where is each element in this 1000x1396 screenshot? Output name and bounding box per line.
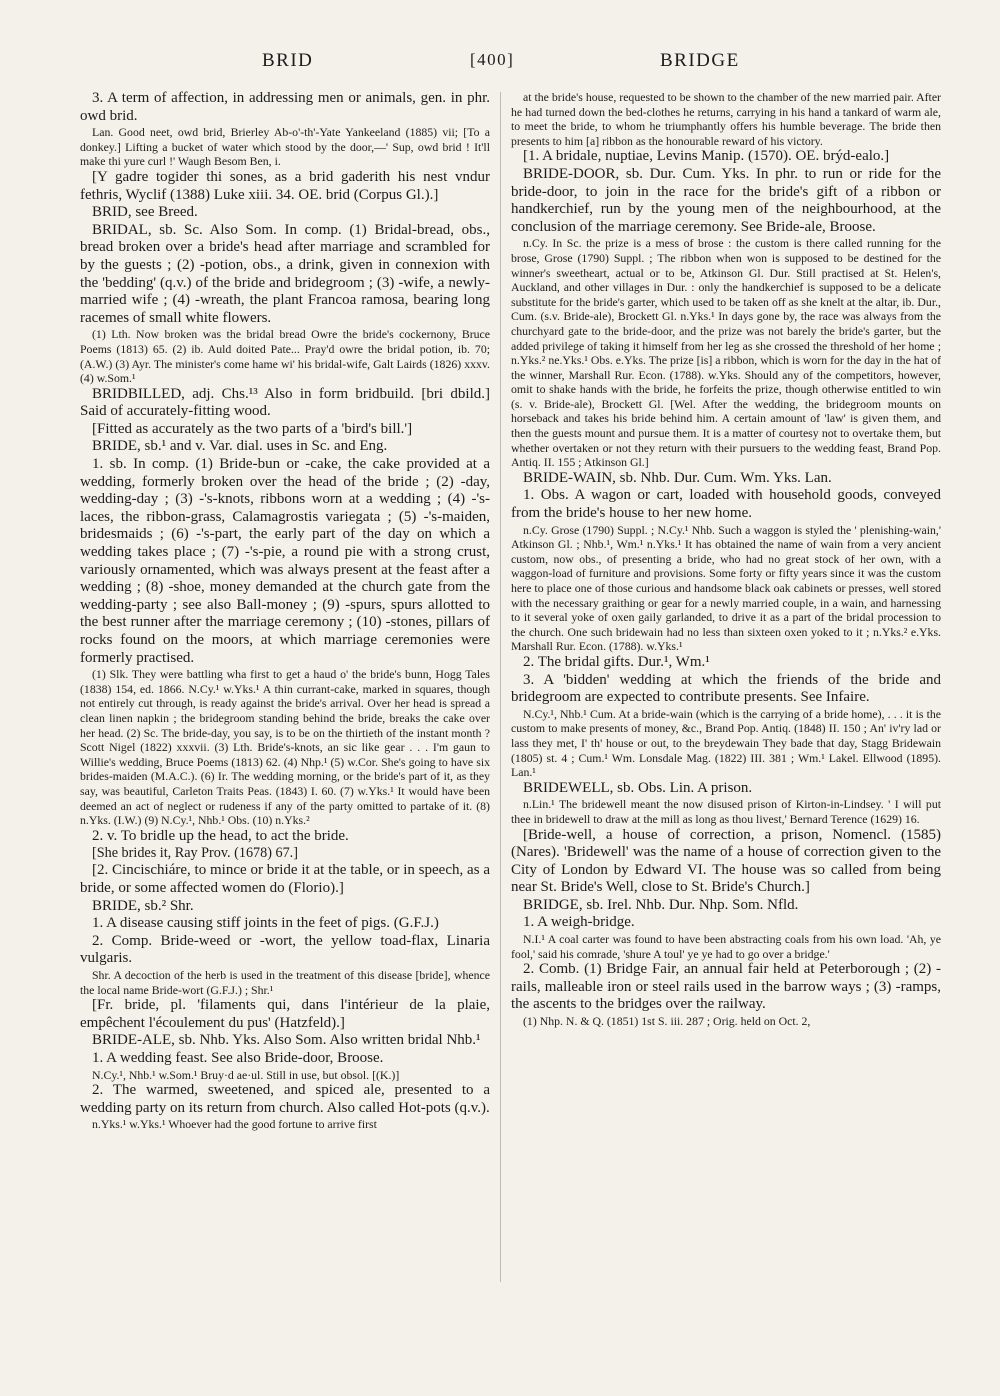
entry-paragraph: BRIDE, sb.² Shr. (92, 897, 194, 914)
entry-paragraph: 2. Comb. (1) Bridge Fair, an annual fair held at Peterborough ; (2) -rails, malleable iron or steel rails used in the barrow ways ; (3) -ramps, the ascents to the bridges over the railway. (511, 961, 941, 1013)
entry-paragraph: 1. A weigh-bridge. (523, 914, 635, 931)
entry-paragraph: BRID, see Breed. (92, 204, 198, 221)
entry-paragraph: 3. A term of affection, in addressing men or animals, gen. in phr. owd brid. (80, 90, 490, 124)
citation-paragraph: n.Cy. Grose (1790) Suppl. ; N.Cy.¹ Nhb. Such a waggon is styled the ' plenishing-wain,' Atkinson Gl. ; Nhb.¹, Wm.¹ n.Yks.¹ It has obtained the name of wain from a very ancient custom, now obs., of presenting a bride, who had no great stock of her own, with a waggon-load of furniture and provisions. Some forty or fifty years since it was the custom here to place one of those curious and handsome black oak cabinets or presses, well stored with the necessary graithing or gear for a newly married couple, in a wain, and harnessing to it several yoke of oxen gaily garlanded, to drive it as a part of the bridal procession to the church. One such bridewain had no less than sixteen oxen yoked to it ; n.Yks.² e.Yks. Marshall Rur. Econ. (1788). w.Yks.¹ (511, 522, 941, 654)
citation-paragraph: (1) Lth. Now broken was the bridal bread Owre the bride's cockernony, Bruce Poems (1813) 65. (2) ib. Auld doited Pate... Pray'd owre the bridal potion, ib. 70; (A.W.) (3) Ayr. The minister's come hame wi' his bridal-wife, Galt Lairds (1826) xxxv. (4) w.Som.¹ (80, 327, 490, 386)
entry-paragraph: 1. Obs. A wagon or cart, loaded with household goods, conveyed from the bride's house to her new home. (511, 487, 941, 522)
entry-paragraph: BRIDE-ALE, sb. Nhb. Yks. Also Som. Also written bridal Nhb.¹ (92, 1032, 481, 1049)
citation-paragraph: Shr. A decoction of the herb is used in the treatment of this disease [bride], whence the local name Bride-wort (G.F.J.) ; Shr.¹ (80, 967, 490, 997)
citation-paragraph: N.I.¹ A coal carter was found to have been abstracting coals from his own load. 'Ah, ye fool,' said his comrade, 'shure A toul' ye ye had to go over a bridge.' (511, 932, 941, 961)
entry-paragraph: 3. A 'bidden' wedding at which the friends of the bride and bridegroom are expected to contribute presents. See Infaire. (511, 671, 941, 706)
entry-paragraph: [1. A bridale, nuptiae, Levins Manip. (1570). OE. brýd-ealo.] (523, 148, 890, 165)
entry-paragraph: BRIDAL, sb. Sc. Also Som. In comp. (1) Bridal-bread, obs., bread broken over a bride's head after marriage and scrambled for by the guests ; (2) -potion, obs., a drink, given in connexion with the 'bedding' (q.v.) of the bride and bridegroom ; (3) -wife, a newly-married wife ; (4) -wreath, the plant Francoa ramosa, bearing long racemes of small white flowers. (80, 221, 490, 326)
entry-paragraph: 1. A wedding feast. See also Bride-door, Broose. (92, 1049, 384, 1066)
entry-paragraph: BRIDGE, sb. Irel. Nhb. Dur. Nhp. Som. Nfld. (523, 896, 799, 913)
entry-paragraph: [Fitted as accurately as the two parts of a 'bird's bill.'] (92, 420, 413, 437)
entry-paragraph: BRIDE-DOOR, sb. Dur. Cum. Yks. In phr. to run or ride for the bride-door, to join in the race for the bride's gift of a ribbon or handkerchief, run by the young men of the neighbourhood, at the conclusion of the marriage ceremony. See Bride-ale, Broose. (511, 165, 941, 235)
running-header (0, 50, 1000, 80)
citation-paragraph: (1) Nhp. N. & Q. (1851) 1st S. iii. 287 ; Orig. held on Oct. 2, (523, 1014, 811, 1029)
entry-paragraph: BRIDEWELL, sb. Obs. Lin. A prison. (523, 779, 753, 796)
entry-paragraph: [Bride-well, a house of correction, a prison, Nomencl. (1585) (Nares). 'Bridewell' was the name of a house of correction given to the City of London by Edward VI. The house was so called from being near St. Bride's Well, close to St. Bride's Church.] (511, 826, 941, 896)
citation-paragraph: Lan. Good neet, owd brid, Brierley Ab-o'-th'-Yate Yankeeland (1885) vii; [To a donkey.] Lifting a bucket of water which stood by the door,—' Sup, owd brid ! It'll make thi yure curl !' Waugh Besom Ben, i. (80, 125, 490, 169)
right-column (511, 90, 941, 1290)
citation-paragraph: n.Yks.¹ w.Yks.¹ Whoever had the good fortune to arrive first (92, 1117, 377, 1132)
entry-paragraph: BRIDBILLED, adj. Chs.¹³ Also in form bridbuild. [bri dbild.] Said of accurately-fitting wood. (80, 385, 490, 420)
header-right-word: BRIDGE (660, 50, 740, 71)
citation-paragraph: n.Cy. In Sc. the prize is a mess of brose : the custom is there called running for the brose, Grose (1790) Suppl. ; The ribbon when won is supposed to be destined for the winner's sweetheart, actual or to be, Atkinson Gl. Dur. Still practised at St. Helen's, Auckland, and other villages in Dur. : only the handkerchief is supposed to be a delicate substitute for the bride's garter, which used to be taken off as she knelt at the altar, ib. Dur., Cum. (s.v. Bride-ale), Brockett Gl. n.Yks.¹ In days gone by, the race was always from the churchyard gate to the bride-door, and the prize was not barely the bride's garter, but the added privilege of taking it himself from her leg as she crossed the threshold of her home ; n.Yks.² ne.Yks.¹ Obs. e.Yks. The prize [is] a ribbon, which is worn for the day in the hat of the winner, Marshall Rur. Econ. (1788). w.Yks. Should any of the competitors, however, omit to shake hands with the bride, he forfeits the prize, though otherwise entitled to win (s. v. Bride-ale), Brockett Gl. [Wel. After the wedding, the bridegroom mounts on horseback and takes his bride behind him. A certain amount of 'law' is given them, and then the guests mount and pursue them. It is a matter of courtesy not to overtake them, but whether overtaken or not they return with their pursuers to the wedding feast, Brand Pop. Antiq. II. 155 ; Atkinson Gl.] (511, 236, 941, 470)
entry-paragraph: BRIDE-WAIN, sb. Nhb. Dur. Cum. Wm. Yks. Lan. (523, 469, 832, 486)
entry-paragraph: BRIDE, sb.¹ and v. Var. dial. uses in Sc. and Eng. (92, 438, 388, 455)
entry-paragraph: 1. A disease causing stiff joints in the feet of pigs. (G.F.J.) (92, 915, 439, 932)
page-number: [400] (470, 50, 515, 69)
entry-paragraph: [Y gadre togider thi sones, as a brid gaderith his nest vndur fethris, Wyclif (1388) Luke xiii. 34. OE. brid (Corpus Gl.).] (80, 168, 490, 203)
citation-paragraph: n.Lin.¹ The bridewell meant the now disused prison of Kirton-in-Lindsey. ' I will put thee in bridewell to draw at the mill as long as thou livest,' Bernard Terence (1629) 16. (511, 797, 941, 826)
citation-paragraph: (1) Slk. They were battling wha first to get a haud o' the bride's bunn, Hogg Tales (1838) 154, ed. 1866. N.Cy.¹ w.Yks.¹ A thin currant-cake, marked in squares, though not entirely cut through, is ready against the bride's arrival. Over her head is spread a clean linen napkin ; the bridegroom standing behind the bride, breaks the cake over her head. (2) Sc. The bride-day, you say, is to be on the thirtieth of the instant month ? Scott Nigel (1822) xxxvii. (3) Lth. Bride's-knots, an sic like gear . . . I'm gaun to Willie's wedding, Bruce Poems (1813) 62. (4) Nhp.¹ (5) w.Cor. She's going to have six brides-maiden (M.A.C.). (6) Ir. The wedding morning, or the bride's part of it, as they say, was beautiful, Carleton Traits Peas. (1843) I. 60. (7) w.Yks.¹ It would have been deemed an act of neglect or rudeness if any of the party omitted to partake of it. (8) n.Yks. (I.W.) (9) N.Cy.¹, Nhb.¹ Obs. (10) n.Yks.² (80, 667, 490, 828)
citation-paragraph: N.Cy.¹, Nhb.¹ Cum. At a bride-wain (which is the carrying of a bride home), . . . it is the custom to make presents of money, &c., Brand Pop. Antiq. (1848) II. 150 ; An' iv'ry lad or lass they met, I' th' house or out, to the breydewain They bade that day, Stagg Bridewain (1805) st. 4 ; Cum.¹ Wm. Lonsdale Mag. (1822) III. 381 ; Wm.¹ Lakel. Ellwood (1895). Lan.¹ (511, 706, 941, 780)
entry-paragraph: 2. Comp. Bride-weed or -wort, the yellow toad-flax, Linaria vulgaris. (80, 932, 490, 967)
entry-paragraph: 1. sb. In comp. (1) Bride-bun or -cake, the cake provided at a wedding, formerly broken over the head of the bride ; (2) -day, wedding-day ; (3) -'s-knots, ribbons worn at a wedding ; (4) -'s-laces, the ribbon-grass, Calamagrostis variegata ; (5) -'s-maiden, bridesmaids ; (6) -'s-part, the early part of the day on which a wedding takes place ; (7) -'s-pie, a round pie with a strong crust, variously ornamented, which was always present at the feast after a wedding ; (8) -shoe, money demanded at the church gate from the wedding-party ; see also Ball-money ; (9) -spurs, spurs allotted to the best runner after the marriage ceremony ; (10) -stones, pillars of rocks found on the moors, at which marriage ceremonies were formerly practised. (80, 456, 490, 666)
entry-paragraph: 2. v. To bridle up the head, to act the bride. (92, 827, 349, 844)
citation-paragraph: at the bride's house, requested to be shown to the chamber of the new married pair. After he had turned down the bed-clothes he returns, carrying in his hand a tankard of warm ale, to meet the bride, to whom he triumphantly offers his humble beverage. The bride then presents to him [a] ribbon as the honourable reward of his victory. (511, 90, 941, 148)
column-divider (500, 92, 501, 1282)
entry-paragraph: 2. The warmed, sweetened, and spiced ale, presented to a wedding party on its return from church. Also called Hot-pots (q.v.). (80, 1082, 490, 1116)
header-left-word: BRID (262, 50, 314, 71)
entry-paragraph: 2. The bridal gifts. Dur.¹, Wm.¹ (523, 653, 710, 670)
entry-paragraph: [2. Cincischiáre, to mince or bride it at the table, or in speech, as a bride, or some affected women do (Florio).] (80, 862, 490, 896)
entry-paragraph: [Fr. bride, pl. 'filaments qui, dans l'intérieur de la plaie, empêchent l'écoulement du pus' (Hatzfeld).] (80, 997, 490, 1031)
left-column (80, 90, 490, 1290)
citation-paragraph: N.Cy.¹, Nhb.¹ w.Som.¹ Bruy·d ae·ul. Still in use, but obsol. [(K.)] (92, 1067, 400, 1082)
entry-paragraph: [She brides it, Ray Prov. (1678) 67.] (92, 845, 298, 862)
